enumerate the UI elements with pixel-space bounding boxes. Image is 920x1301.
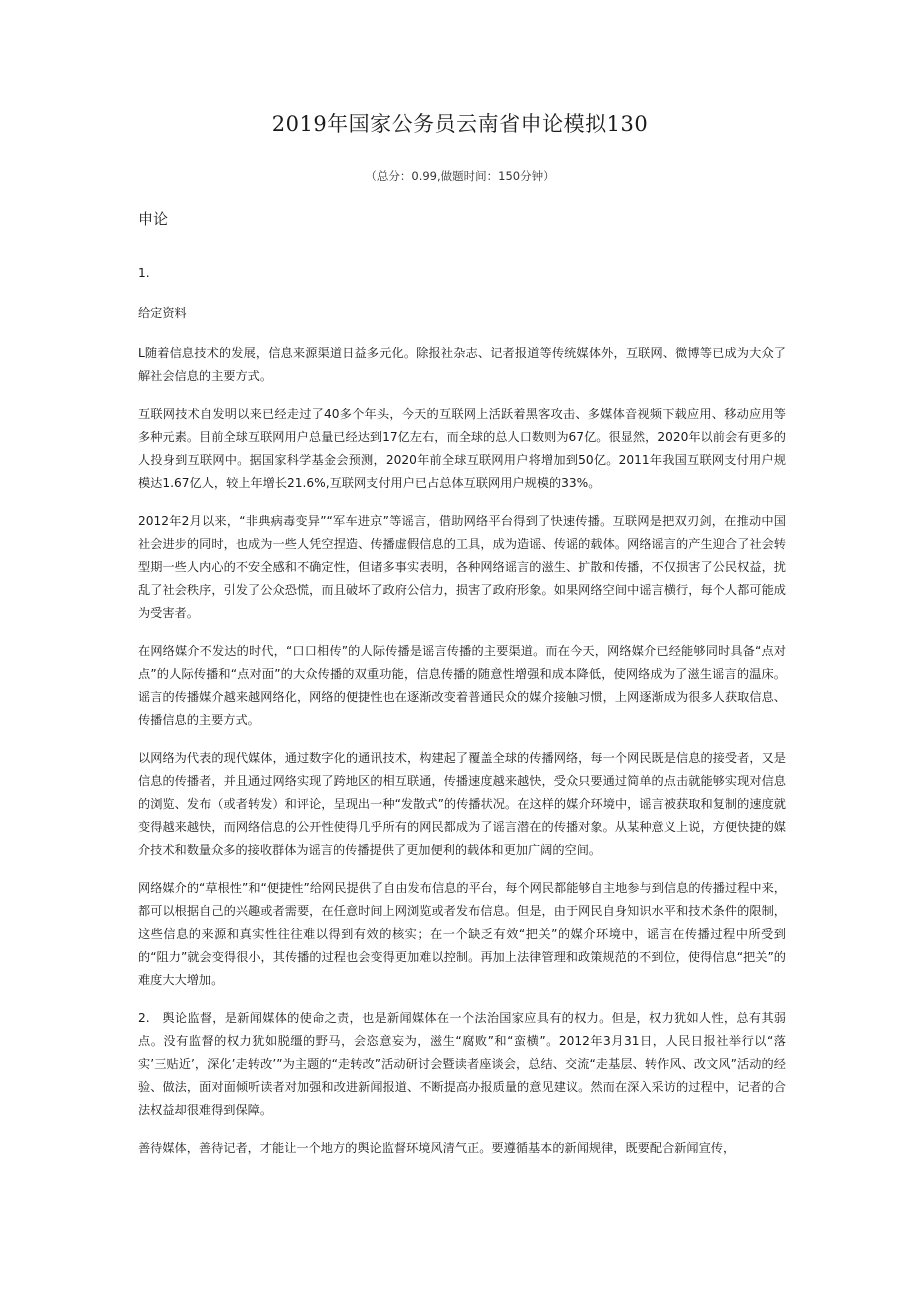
paragraph: 2. 舆论监督，是新闻媒体的使命之责，也是新闻媒体在一个法治国家应具有的权力。但是，权力犹如人性，总有其弱点。没有监督的权力犹如脱缰的野马，会恣意妄为，滋生“腐败”和“蛮横”。2012年3月31日，人民日报社举行以“落实’三贴近’，深化’走转改’”为主题的“走转改”活动研讨会暨读者座谈会，总结、交流“走基层、转作风、改文风”活动的经验、做法，面对面倾听读者对加强和改进新闻报道、不断提高办报质量的意见建议。然而在深入采访的过程中，记者的合法权益却很难得到保障。 xyxy=(138,1011,786,1117)
paragraph: 互联网技术自发明以来已经走过了40多个年头，今天的互联网上活跃着黑客攻击、多媒体音视频下载应用、移动应用等多种元素。目前全球互联网用户总量已经达到17亿左右，而全球的总人口数则为67亿。很显然，2020年以前会有更多的人投身到互联网中。据国家科学基金会预测，2020年前全球互联网用户将增加到50亿。2011年我国互联网支付用户规模达1.67亿人，较上年增长21.6%,互联网支付用户已占总体互联网用户规模的33%。 xyxy=(138,407,786,490)
paragraph: L随着信息技术的发展，信息来源渠道日益多元化。除报社杂志、记者报道等传统媒体外，互联网、微博等已成为大众了解社会信息的主要方式。 xyxy=(138,346,786,383)
question-number: 1. xyxy=(138,266,150,280)
paragraph: 以网络为代表的现代媒体，通过数字化的通讯技术，构建起了覆盖全球的传播网络，每一个网民既是信息的接受者，又是信息的传播者，并且通过网络实现了跨地区的相互联通，传播速度越来越快，受众只要通过简单的点击就能够实现对信息的浏览、发布（或者转发）和评论，呈现出一种“发散式”的传播状况。在这样的媒介环境中，谣言被获取和复制的速度就变得越来越快，而网络信息的公开性使得几乎所有的网民都成为了谣言潜在的传播对象。从某种意义上说，方便快捷的媒介技术和数量众多的接收群体为谣言的传播提供了更加便利的载体和更加广阔的空间。 xyxy=(138,751,786,857)
paragraph: 在网络媒介不发达的时代，“口口相传”的人际传播是谣言传播的主要渠道。而在今天，网络媒介已经能够同时具备“点对点”的人际传播和“点对面”的大众传播的双重功能，信息传播的随意性增强和成本降低，使网络成为了滋生谣言的温床。谣言的传播媒介越来越网络化，网络的便捷性也在逐渐改变着普通民众的媒介接触习惯，上网逐渐成为很多人获取信息、传播信息的主要方式。 xyxy=(138,644,786,727)
material-heading: 给定资料 xyxy=(138,306,187,320)
paragraph: 2012年2月以来，“非典病毒变异”“军车进京”等谣言，借助网络平台得到了快速传播。互联网是把双刃剑，在推动中国社会进步的同时，也成为一些人凭空捏造、传播虚假信息的工具，成为造谣、传谣的载体。网络谣言的产生迎合了社会转型期一些人内心的不安全感和不确定性，但诸多事实表明，各种网络谣言的滋生、扩散和传播，不仅损害了公民权益，扰乱了社会秩序，引发了公众恐慌，而且破坏了政府公信力，损害了政府形象。如果网络空间中谣言横行，每个人都可能成为受害者。 xyxy=(138,514,786,620)
document-body xyxy=(138,262,786,1175)
paragraph: 善待媒体，善待记者，才能让一个地方的舆论监督环境风清气正。要遵循基本的新闻规律，既要配合新闻宣传， xyxy=(138,1141,736,1155)
paragraph: 网络媒介的“草根性”和“便捷性”给网民提供了自由发布信息的平台，每个网民都能够自主地参与到信息的传播过程中来，都可以根据自己的兴趣或者需要，在任意时间上网浏览或者发布信息。但是，由于网民自身知识水平和技术条件的限制，这些信息的来源和真实性往往难以得到有效的核实；在一个缺乏有效“把关”的媒介环境中，谣言在传播过程中所受到的“阻力”就会变得很小，其传播的过程也会变得更加难以控制。再加上法律管理和政策规范的不到位，使得信息“把关”的难度大大增加。 xyxy=(138,881,786,987)
document-subtitle: （总分：0.99,做题时间：150分钟） xyxy=(365,169,555,183)
document-title: 2019年国家公务员云南省申论模拟130 xyxy=(271,112,649,136)
section-heading: 申论 xyxy=(138,210,169,228)
